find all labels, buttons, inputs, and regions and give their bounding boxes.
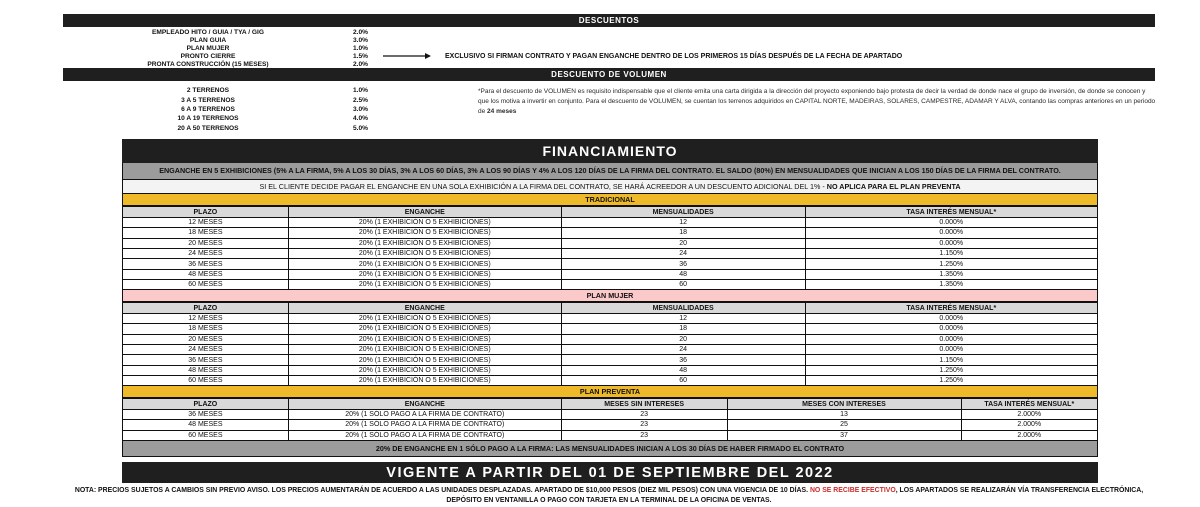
rate-row-label: PRONTA CONSTRUCCIÓN (15 MESES) <box>147 61 269 69</box>
table-row <box>123 376 1098 386</box>
table-cell: 48 MESES <box>123 365 289 375</box>
plan-preventa-title: PLAN PREVENTA <box>579 387 641 397</box>
rate-row <box>63 36 523 44</box>
table-cell: 23 <box>561 409 727 419</box>
table-cell: 20% (1 EXHIBICIÓN O 5 EXHIBICIONES) <box>288 376 561 386</box>
volume-note-text: *Para el descuento de VOLUMEN es requisito indispensable que el cliente emita una carta dirigida a la dirección del proyecto exponiendo bajo protesta de decir la verdad de donde nace el grupo de inversión, de donde se conocen y que los motiva a invertir en conjunto. Para el descuento de VOLUMEN, se cuentan los terrenos adquiridos en CAPITAL NORTE, MADEIRAS, SOLARES, CAMPESTRE, ADAMAR Y ALVA, contando las compras anteriores en un periodo de <box>478 88 1156 115</box>
table-cell: 48 MESES <box>123 420 289 430</box>
table-cell: 60 MESES <box>123 376 289 386</box>
discounts-list <box>63 28 523 69</box>
rate-row-value: 1.0% <box>353 44 369 52</box>
table-header-cell: MESES SIN INTERESES <box>561 399 727 409</box>
enganche-note-text: ENGANCHE EN 5 EXHIBICIONES (5% A LA FIRMA, 5% A LOS 30 DÍAS, 3% A LOS 60 DÍAS, 3% A LOS 90 DÍAS Y 4% A LOS 120 DÍAS DE LA FIRMA DEL CONTRATO. EL SALDO (80%) EN MENSUALIDADES QUE INICIAN A LOS 150 DÍAS DE LA FIRMA DEL CONTRATO. <box>159 166 1061 175</box>
table-cell: 1.250% <box>805 376 1098 386</box>
preventa-footer-text: 20% DE ENGANCHE EN 1 SÓLO PAGO A LA FIRMA: LAS MENSUALIDADES INICIAN A LOS 30 DÍAS DE HABER FIRMADO EL CONTRATO <box>375 443 845 453</box>
table-row <box>123 269 1098 279</box>
table-header-cell: ENGANCHE <box>288 207 561 217</box>
table-header-cell: TASA INTERÉS MENSUAL* <box>805 303 1098 313</box>
table-cell: 24 <box>561 248 805 258</box>
tradicional-title: TRADICIONAL <box>585 195 635 205</box>
table-cell: 60 <box>561 280 805 290</box>
rate-row-value: 5.0% <box>353 124 369 132</box>
table-row <box>123 409 1098 419</box>
table-cell: 12 <box>561 217 805 227</box>
rate-row-value: 3.0% <box>353 36 369 44</box>
table-header-cell: MENSUALIDADES <box>561 207 805 217</box>
rate-row <box>63 28 523 36</box>
table-cell: 20% (1 SÓLO PAGO A LA FIRMA DE CONTRATO) <box>288 409 561 419</box>
table-cell: 20 <box>561 334 805 344</box>
table-row <box>123 344 1098 354</box>
table-cell: 48 <box>561 365 805 375</box>
table-row <box>123 228 1098 238</box>
table-cell: 12 MESES <box>123 217 289 227</box>
rate-row-value: 1.0% <box>353 87 369 95</box>
table-cell: 20% (1 EXHIBICIÓN O 5 EXHIBICIONES) <box>288 259 561 269</box>
rate-row-label: 20 A 50 TERRENOS <box>177 124 239 132</box>
table-cell: 20% (1 EXHIBICIÓN O 5 EXHIBICIONES) <box>288 280 561 290</box>
table-row <box>123 238 1098 248</box>
table-cell: 0.000% <box>805 238 1098 248</box>
rate-row-label: EMPLEADO HITO / GUIA / TYA / GIG <box>152 28 264 36</box>
plan-preventa-table <box>122 398 1098 441</box>
table-cell: 0.000% <box>805 228 1098 238</box>
financing-title: FINANCIAMIENTO <box>542 143 678 159</box>
plan-mujer-title: PLAN MUJER <box>586 291 634 301</box>
table-header-cell: MENSUALIDADES <box>561 303 805 313</box>
table-cell: 20% (1 EXHIBICIÓN O 5 EXHIBICIONES) <box>288 355 561 365</box>
table-cell: 20% (1 SÓLO PAGO A LA FIRMA DE CONTRATO) <box>288 420 561 430</box>
table-cell: 13 <box>727 409 961 419</box>
table-cell: 20 MESES <box>123 334 289 344</box>
rate-row <box>63 124 523 133</box>
table-header-cell: TASA INTERÉS MENSUAL* <box>805 207 1098 217</box>
table-cell: 20% (1 EXHIBICIÓN O 5 EXHIBICIONES) <box>288 269 561 279</box>
table-header-cell: PLAZO <box>123 207 289 217</box>
table-cell: 1.150% <box>805 248 1098 258</box>
rate-row-label: 3 A 5 TERRENOS <box>181 96 235 104</box>
descuentos-title: DESCUENTOS <box>578 16 640 25</box>
pronto-cierre-note <box>383 52 902 60</box>
table-cell: 20% (1 EXHIBICIÓN O 5 EXHIBICIONES) <box>288 313 561 323</box>
table-cell: 0.000% <box>805 334 1098 344</box>
table-cell: 20% (1 EXHIBICIÓN O 5 EXHIBICIONES) <box>288 228 561 238</box>
table-cell: 36 <box>561 259 805 269</box>
single-payment-note-text: SI EL CLIENTE DECIDE PAGAR EL ENGANCHE EN UNA SOLA EXHIBICIÓN A LA FIRMA DEL CONTRATO, SE HARÁ ACREEDOR A UN DESCUENTO ADICIONAL DEL 1% - <box>259 181 827 191</box>
table-cell: 60 MESES <box>123 280 289 290</box>
table-cell: 36 MESES <box>123 355 289 365</box>
table-cell: 60 <box>561 376 805 386</box>
footer-note-red: NO SE RECIBE EFECTIVO <box>809 487 896 494</box>
table-cell: 36 <box>561 355 805 365</box>
table-header-cell: ENGANCHE <box>288 303 561 313</box>
rate-row-value: 2.0% <box>353 61 369 69</box>
table-row <box>123 313 1098 323</box>
table-row <box>123 430 1098 440</box>
table-cell: 24 <box>561 344 805 354</box>
table-cell: 20% (1 EXHIBICIÓN O 5 EXHIBICIONES) <box>288 217 561 227</box>
table-row <box>123 334 1098 344</box>
table-cell: 60 MESES <box>123 430 289 440</box>
table-header-cell: TASA INTERÉS MENSUAL* <box>961 399 1098 409</box>
rate-row-label: 2 TERRENOS <box>186 87 230 95</box>
table-cell: 48 <box>561 269 805 279</box>
table-row <box>123 420 1098 430</box>
enganche-note-band <box>122 163 1098 180</box>
footer-note <box>63 486 1155 506</box>
table-cell: 37 <box>727 430 961 440</box>
rate-row-value: 2.5% <box>353 96 369 104</box>
rate-row-label: 10 A 19 TERRENOS <box>177 115 239 123</box>
table-cell: 20% (1 SÓLO PAGO A LA FIRMA DE CONTRATO) <box>288 430 561 440</box>
rate-row <box>63 86 523 95</box>
table-cell: 2.000% <box>961 430 1098 440</box>
table-cell: 0.000% <box>805 344 1098 354</box>
table-cell: 20 <box>561 238 805 248</box>
rate-row-label: PLAN MUJER <box>186 44 230 52</box>
table-cell: 0.000% <box>805 324 1098 334</box>
rate-row-value: 2.0% <box>353 28 369 36</box>
vigente-text: VIGENTE A PARTIR DEL 01 DE SEPTIEMBRE DEL 2022 <box>386 464 834 481</box>
rate-row-label: 6 A 9 TERRENOS <box>181 105 235 113</box>
single-payment-note-band <box>122 180 1098 195</box>
table-cell: 20% (1 EXHIBICIÓN O 5 EXHIBICIONES) <box>288 248 561 258</box>
table-header-row <box>123 207 1098 217</box>
descuentos-header-bar <box>63 14 1155 27</box>
table-cell: 2.000% <box>961 420 1098 430</box>
table-header-cell: ENGANCHE <box>288 399 561 409</box>
table-cell: 1.250% <box>805 365 1098 375</box>
table-cell: 12 MESES <box>123 313 289 323</box>
tradicional-table <box>122 206 1098 290</box>
footer-note-suffix: , LOS APARTADOS SE REALIZARÁN VÍA TRANSFERENCIA ELECTRÓNICA, DEPÓSITO EN VENTANILLA O PAGO CON TARJETA EN LA TERMINAL DE LA OFICINA DE VENTAS. <box>446 487 1144 504</box>
volumen-header-bar <box>63 68 1155 81</box>
vigente-bar <box>122 462 1098 483</box>
table-cell: 24 MESES <box>123 248 289 258</box>
table-header-cell: PLAZO <box>123 399 289 409</box>
table-cell: 1.250% <box>805 259 1098 269</box>
table-header-row <box>123 303 1098 313</box>
table-header-cell: MESES CON INTERESES <box>727 399 961 409</box>
table-row <box>123 365 1098 375</box>
table-row <box>123 280 1098 290</box>
table-row <box>123 248 1098 258</box>
table-cell: 0.000% <box>805 313 1098 323</box>
financing-title-bar <box>122 139 1098 163</box>
table-cell: 0.000% <box>805 217 1098 227</box>
table-cell: 2.000% <box>961 409 1098 419</box>
rate-row-value: 4.0% <box>353 115 369 123</box>
table-cell: 12 <box>561 313 805 323</box>
table-cell: 36 MESES <box>123 259 289 269</box>
rate-row-value: 1.5% <box>353 53 369 61</box>
volume-note-bold: 24 meses <box>487 107 517 115</box>
table-cell: 24 MESES <box>123 344 289 354</box>
table-cell: 18 <box>561 324 805 334</box>
table-cell: 36 MESES <box>123 409 289 419</box>
table-cell: 20% (1 EXHIBICIÓN O 5 EXHIBICIONES) <box>288 238 561 248</box>
volume-note <box>478 87 1156 116</box>
table-cell: 20% (1 EXHIBICIÓN O 5 EXHIBICIONES) <box>288 344 561 354</box>
footer-note-prefix: NOTA: PRECIOS SUJETOS A CAMBIOS SIN PREVIO AVISO. LOS PRECIOS AUMENTARÁN DE ACUERDO A LAS UNIDADES DESPLAZADAS. APARTADO DE $10,000 PESOS (DIEZ MIL PESOS) CON UNA VIGENCIA DE 10 DÍAS. <box>74 487 810 494</box>
table-cell: 20% (1 EXHIBICIÓN O 5 EXHIBICIONES) <box>288 334 561 344</box>
rate-row-value: 3.0% <box>353 105 369 113</box>
rate-row-label: PRONTO CIERRE <box>180 53 236 61</box>
table-cell: 18 MESES <box>123 228 289 238</box>
table-cell: 20% (1 EXHIBICIÓN O 5 EXHIBICIONES) <box>288 365 561 375</box>
volumen-title: DESCUENTO DE VOLUMEN <box>551 70 667 79</box>
financing-section <box>122 139 1098 457</box>
preventa-footer-band <box>122 441 1098 457</box>
table-cell: 1.350% <box>805 269 1098 279</box>
table-cell: 1.350% <box>805 280 1098 290</box>
table-row <box>123 355 1098 365</box>
table-row <box>123 324 1098 334</box>
table-cell: 1.150% <box>805 355 1098 365</box>
rate-row <box>63 105 523 114</box>
right-arrow-icon <box>383 52 431 60</box>
plan-mujer-band <box>122 290 1098 302</box>
table-cell: 23 <box>561 420 727 430</box>
table-row <box>123 217 1098 227</box>
volume-list <box>63 86 523 133</box>
table-cell: 18 <box>561 228 805 238</box>
table-cell: 18 MESES <box>123 324 289 334</box>
pronto-cierre-note-text: EXCLUSIVO SI FIRMAN CONTRATO Y PAGAN ENGANCHE DENTRO DE LOS PRIMEROS 15 DÍAS DESPUÉS DE LA FECHA DE APARTADO <box>445 52 903 60</box>
plan-mujer-table <box>122 302 1098 386</box>
table-header-row <box>123 399 1098 409</box>
plan-preventa-band <box>122 386 1098 398</box>
rate-row-label: PLAN GUIA <box>189 36 227 44</box>
table-cell: 48 MESES <box>123 269 289 279</box>
table-cell: 20 MESES <box>123 238 289 248</box>
table-cell: 23 <box>561 430 727 440</box>
rate-row <box>63 95 523 104</box>
single-payment-note-bold: NO APLICA PARA EL PLAN PREVENTA <box>826 181 961 191</box>
rate-row <box>63 114 523 123</box>
tradicional-band <box>122 194 1098 206</box>
table-cell: 20% (1 EXHIBICIÓN O 5 EXHIBICIONES) <box>288 324 561 334</box>
table-row <box>123 259 1098 269</box>
table-header-cell: PLAZO <box>123 303 289 313</box>
table-cell: 25 <box>727 420 961 430</box>
